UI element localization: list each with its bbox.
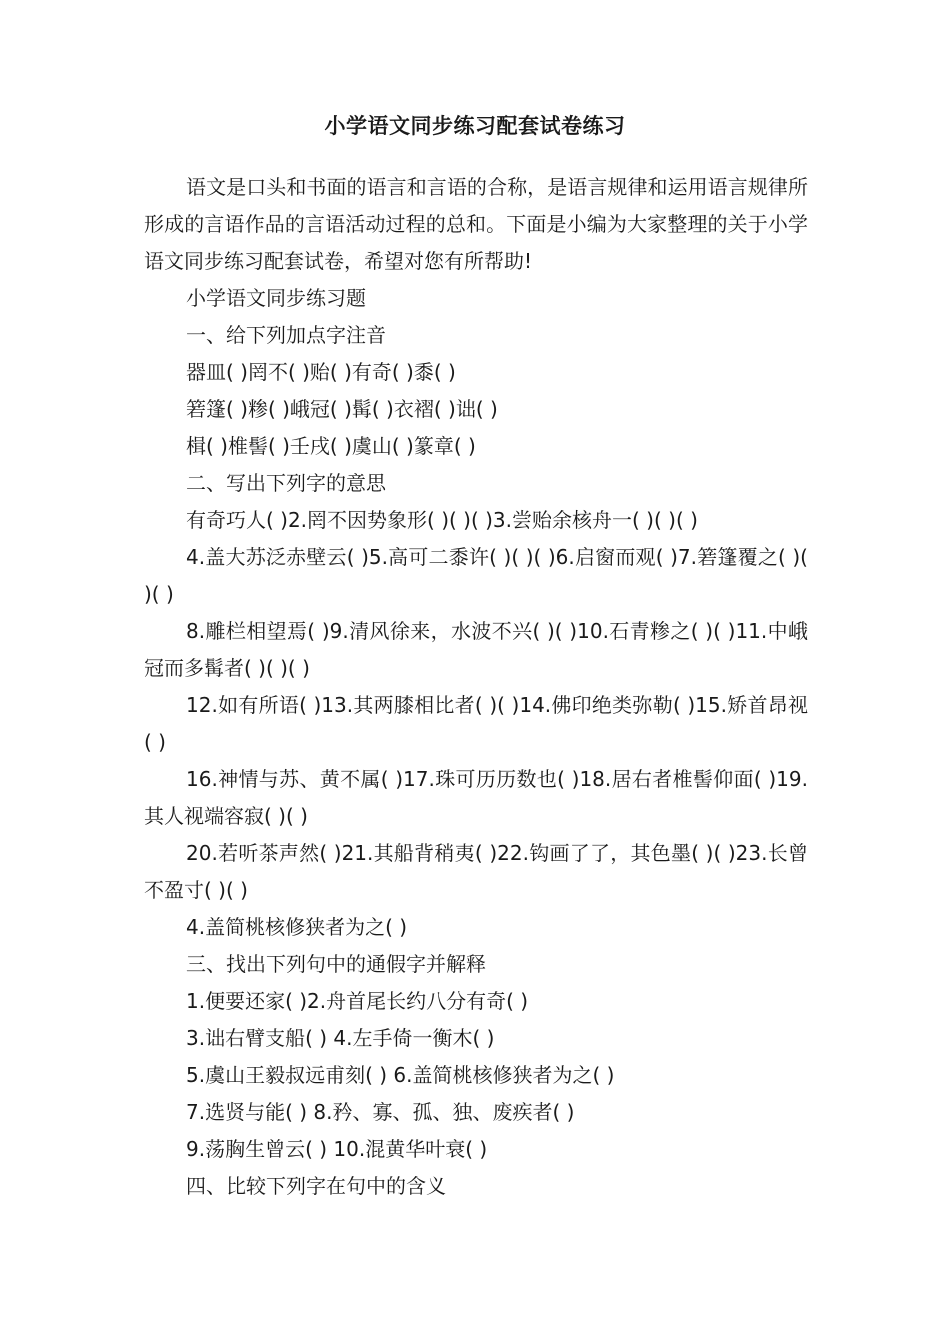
section-heading-3: 三、找出下列句中的通假字并解释 — [186, 952, 486, 976]
exercise-line: 器皿( )罔不( )贻( )有奇( )黍( ) — [186, 360, 456, 384]
exercise-line: 1.便要还家( )2.舟首尾长约八分有奇( ) — [186, 989, 529, 1013]
exercise-line: 12.如有所语( )13.其两膝相比者( )( )14.佛印绝类弥勒( )15.矫首昂视( ) — [144, 693, 808, 754]
intro-paragraph: 语文是口头和书面的语言和言语的合称，是语言规律和运用语言规律所形成的言语作品的言语活动过程的总和。下面是小编为大家整理的关于小学语文同步练习配套试卷，希望对您有所帮助! — [144, 175, 808, 273]
section-heading-1: 一、给下列加点字注音 — [186, 323, 386, 347]
exercise-line: 9.荡胸生曾云( ) 10.混黄华叶衰( ) — [186, 1137, 488, 1161]
document-title: 小学语文同步练习配套试卷练习 — [324, 114, 626, 138]
exercise-line: 7.选贤与能( ) 8.矜、寡、孤、独、废疾者( ) — [186, 1100, 575, 1124]
section-heading-4: 四、比较下列字在句中的含义 — [186, 1174, 446, 1198]
exercise-line: 5.虞山王毅叔远甫刻( ) 6.盖简桃核修狭者为之( ) — [186, 1063, 615, 1087]
exercise-line: 8.雕栏相望焉( )9.清风徐来，水波不兴( )( )10.石青糁之( )( )11.中峨冠而多髯者( )( )( ) — [144, 619, 808, 680]
exercise-line: 16.神情与苏、黄不属( )17.珠可历历数也( )18.居右者椎髻仰面( )19.其人视端容寂( )( ) — [144, 767, 808, 828]
exercise-line: 楫( )椎髻( )壬戌( )虞山( )篆章( ) — [186, 434, 476, 458]
document-body — [144, 169, 808, 1205]
exercise-line: 箬篷( )糁( )峨冠( )髯( )衣褶( )诎( ) — [186, 397, 498, 421]
section-heading-2: 二、写出下列字的意思 — [186, 471, 386, 495]
exercise-line: 有奇巧人( )2.罔不因势象形( )( )( )3.尝贻余核舟一( )( )( ) — [186, 508, 698, 532]
exercise-line: 4.盖大苏泛赤壁云( )5.高可二黍许( )( )( )6.启窗而观( )7.箬篷覆之( )( )( ) — [144, 545, 808, 606]
exercise-heading: 小学语文同步练习题 — [186, 286, 366, 310]
exercise-line: 3.诎右臂支船( ) 4.左手倚一衡木( ) — [186, 1026, 495, 1050]
exercise-line: 4.盖简桃核修狭者为之( ) — [186, 915, 408, 939]
exercise-line: 20.若听茶声然( )21.其船背稍夷( )22.钩画了了，其色墨( )( )23.长曾不盈寸( )( ) — [144, 841, 808, 902]
